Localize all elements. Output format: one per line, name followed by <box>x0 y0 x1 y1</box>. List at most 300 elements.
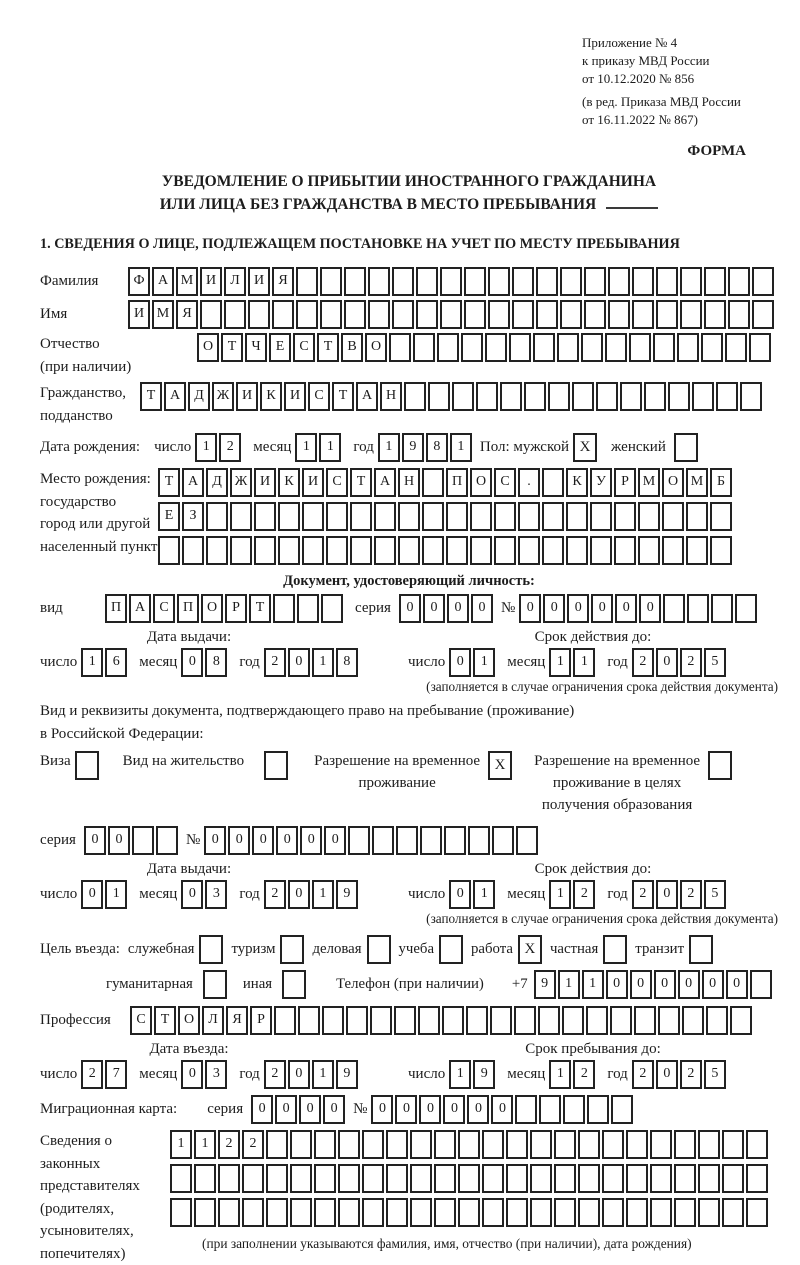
char-cell[interactable] <box>321 594 343 623</box>
char-cell[interactable]: 0 <box>656 648 678 677</box>
char-cell[interactable]: 0 <box>228 826 250 855</box>
char-cell[interactable]: Т <box>154 1006 176 1035</box>
char-cell[interactable] <box>344 267 366 296</box>
char-cell[interactable] <box>194 1198 216 1227</box>
char-cell[interactable] <box>730 1006 752 1035</box>
char-cell[interactable]: 0 <box>591 594 613 623</box>
char-cell[interactable] <box>746 1198 768 1227</box>
char-cell[interactable] <box>170 1164 192 1193</box>
char-cell[interactable] <box>494 502 516 531</box>
char-cell[interactable] <box>509 333 531 362</box>
char-cell[interactable]: 7 <box>105 1060 127 1089</box>
char-cell[interactable] <box>362 1130 384 1159</box>
char-cell[interactable] <box>728 267 750 296</box>
char-cell[interactable] <box>587 1095 609 1124</box>
char-cell[interactable] <box>344 300 366 329</box>
char-cell[interactable]: И <box>254 468 276 497</box>
char-cell[interactable]: О <box>197 333 219 362</box>
char-cell[interactable] <box>468 826 490 855</box>
char-cell[interactable]: Т <box>140 382 162 411</box>
char-cell[interactable] <box>656 300 678 329</box>
char-cell[interactable] <box>548 382 570 411</box>
char-cell[interactable] <box>242 1198 264 1227</box>
char-cell[interactable]: Я <box>176 300 198 329</box>
char-cell[interactable] <box>346 1006 368 1035</box>
char-cell[interactable]: И <box>284 382 306 411</box>
char-cell[interactable] <box>662 502 684 531</box>
char-cell[interactable] <box>302 502 324 531</box>
char-cell[interactable] <box>539 1095 561 1124</box>
char-cell[interactable] <box>518 502 540 531</box>
char-cell[interactable]: 8 <box>426 433 448 462</box>
purpose-study-checkbox[interactable] <box>439 935 463 964</box>
char-cell[interactable] <box>386 1198 408 1227</box>
char-cell[interactable] <box>418 1006 440 1035</box>
char-cell[interactable] <box>350 536 372 565</box>
char-cell[interactable] <box>533 333 555 362</box>
char-cell[interactable]: 0 <box>288 1060 310 1089</box>
char-cell[interactable] <box>398 536 420 565</box>
char-cell[interactable]: 2 <box>264 1060 286 1089</box>
char-cell[interactable] <box>680 300 702 329</box>
char-cell[interactable]: 2 <box>680 880 702 909</box>
char-cell[interactable] <box>530 1164 552 1193</box>
char-cell[interactable]: М <box>638 468 660 497</box>
char-cell[interactable] <box>722 1198 744 1227</box>
char-cell[interactable] <box>572 382 594 411</box>
char-cell[interactable] <box>610 1006 632 1035</box>
char-cell[interactable]: П <box>446 468 468 497</box>
char-cell[interactable]: 0 <box>181 880 203 909</box>
char-cell[interactable] <box>584 300 606 329</box>
char-cell[interactable]: Р <box>614 468 636 497</box>
sex-male-checkbox[interactable]: X <box>573 433 597 462</box>
char-cell[interactable] <box>638 502 660 531</box>
char-cell[interactable]: А <box>374 468 396 497</box>
char-cell[interactable] <box>206 536 228 565</box>
char-cell[interactable] <box>170 1198 192 1227</box>
char-cell[interactable]: 8 <box>205 648 227 677</box>
char-cell[interactable]: С <box>130 1006 152 1035</box>
char-cell[interactable] <box>602 1130 624 1159</box>
char-cell[interactable]: Ч <box>245 333 267 362</box>
char-cell[interactable] <box>750 970 772 999</box>
char-cell[interactable] <box>274 1006 296 1035</box>
char-cell[interactable] <box>428 382 450 411</box>
char-cell[interactable] <box>686 536 708 565</box>
char-cell[interactable] <box>578 1164 600 1193</box>
char-cell[interactable]: 2 <box>632 880 654 909</box>
char-cell[interactable] <box>410 1164 432 1193</box>
char-cell[interactable] <box>608 267 630 296</box>
char-cell[interactable] <box>562 1006 584 1035</box>
char-cell[interactable]: 1 <box>195 433 217 462</box>
char-cell[interactable]: О <box>201 594 223 623</box>
char-cell[interactable] <box>542 468 564 497</box>
char-cell[interactable] <box>638 536 660 565</box>
char-cell[interactable]: 2 <box>219 433 241 462</box>
char-cell[interactable]: 0 <box>449 648 471 677</box>
char-cell[interactable] <box>416 267 438 296</box>
char-cell[interactable] <box>542 536 564 565</box>
char-cell[interactable]: 2 <box>632 648 654 677</box>
char-cell[interactable] <box>458 1198 480 1227</box>
char-cell[interactable]: З <box>182 502 204 531</box>
char-cell[interactable] <box>500 382 522 411</box>
char-cell[interactable]: М <box>152 300 174 329</box>
char-cell[interactable]: 0 <box>639 594 661 623</box>
char-cell[interactable]: Н <box>380 382 402 411</box>
char-cell[interactable] <box>266 1130 288 1159</box>
char-cell[interactable]: 3 <box>205 880 227 909</box>
char-cell[interactable]: 0 <box>300 826 322 855</box>
char-cell[interactable]: С <box>153 594 175 623</box>
char-cell[interactable] <box>368 267 390 296</box>
char-cell[interactable] <box>706 1006 728 1035</box>
char-cell[interactable] <box>488 300 510 329</box>
char-cell[interactable] <box>746 1130 768 1159</box>
char-cell[interactable]: И <box>302 468 324 497</box>
char-cell[interactable]: 0 <box>204 826 226 855</box>
char-cell[interactable]: 0 <box>654 970 676 999</box>
char-cell[interactable]: 2 <box>573 1060 595 1089</box>
char-cell[interactable] <box>662 536 684 565</box>
char-cell[interactable] <box>620 382 642 411</box>
char-cell[interactable] <box>506 1130 528 1159</box>
char-cell[interactable] <box>273 594 295 623</box>
char-cell[interactable]: 1 <box>449 1060 471 1089</box>
char-cell[interactable] <box>725 333 747 362</box>
char-cell[interactable]: 5 <box>704 1060 726 1089</box>
char-cell[interactable]: 2 <box>573 880 595 909</box>
char-cell[interactable]: Б <box>710 468 732 497</box>
char-cell[interactable] <box>524 382 546 411</box>
char-cell[interactable] <box>368 300 390 329</box>
char-cell[interactable]: 0 <box>702 970 724 999</box>
char-cell[interactable] <box>536 300 558 329</box>
char-cell[interactable]: К <box>278 468 300 497</box>
char-cell[interactable] <box>596 382 618 411</box>
char-cell[interactable] <box>440 267 462 296</box>
char-cell[interactable]: Ф <box>128 267 150 296</box>
char-cell[interactable]: 0 <box>299 1095 321 1124</box>
char-cell[interactable] <box>458 1164 480 1193</box>
char-cell[interactable] <box>420 826 442 855</box>
char-cell[interactable]: К <box>566 468 588 497</box>
char-cell[interactable] <box>392 267 414 296</box>
char-cell[interactable]: 0 <box>419 1095 441 1124</box>
char-cell[interactable] <box>506 1198 528 1227</box>
char-cell[interactable] <box>711 594 733 623</box>
char-cell[interactable]: 1 <box>312 880 334 909</box>
char-cell[interactable]: 1 <box>473 880 495 909</box>
char-cell[interactable] <box>590 502 612 531</box>
char-cell[interactable]: 0 <box>543 594 565 623</box>
char-cell[interactable] <box>437 333 459 362</box>
char-cell[interactable]: 0 <box>443 1095 465 1124</box>
char-cell[interactable] <box>218 1164 240 1193</box>
char-cell[interactable] <box>362 1164 384 1193</box>
char-cell[interactable] <box>248 300 270 329</box>
char-cell[interactable] <box>701 333 723 362</box>
char-cell[interactable]: Т <box>221 333 243 362</box>
char-cell[interactable]: . <box>518 468 540 497</box>
char-cell[interactable] <box>632 300 654 329</box>
char-cell[interactable]: И <box>248 267 270 296</box>
char-cell[interactable] <box>650 1164 672 1193</box>
char-cell[interactable]: О <box>470 468 492 497</box>
char-cell[interactable] <box>512 300 534 329</box>
char-cell[interactable] <box>434 1198 456 1227</box>
char-cell[interactable] <box>716 382 738 411</box>
char-cell[interactable]: 0 <box>606 970 628 999</box>
char-cell[interactable]: Ж <box>230 468 252 497</box>
char-cell[interactable] <box>374 536 396 565</box>
char-cell[interactable]: Т <box>350 468 372 497</box>
char-cell[interactable] <box>680 267 702 296</box>
char-cell[interactable] <box>482 1198 504 1227</box>
char-cell[interactable]: 0 <box>108 826 130 855</box>
char-cell[interactable]: С <box>494 468 516 497</box>
char-cell[interactable]: Я <box>272 267 294 296</box>
char-cell[interactable]: О <box>365 333 387 362</box>
char-cell[interactable]: 0 <box>181 1060 203 1089</box>
char-cell[interactable] <box>578 1198 600 1227</box>
char-cell[interactable]: О <box>178 1006 200 1035</box>
char-cell[interactable]: 1 <box>105 880 127 909</box>
char-cell[interactable] <box>156 826 178 855</box>
char-cell[interactable] <box>482 1130 504 1159</box>
char-cell[interactable] <box>230 536 252 565</box>
char-cell[interactable] <box>728 300 750 329</box>
temp-permit-checkbox[interactable]: X <box>488 751 512 780</box>
char-cell[interactable] <box>663 594 685 623</box>
char-cell[interactable]: 9 <box>534 970 556 999</box>
char-cell[interactable]: 2 <box>218 1130 240 1159</box>
char-cell[interactable] <box>581 333 603 362</box>
char-cell[interactable] <box>704 300 726 329</box>
char-cell[interactable]: 0 <box>656 1060 678 1089</box>
char-cell[interactable] <box>674 1164 696 1193</box>
char-cell[interactable] <box>446 536 468 565</box>
char-cell[interactable] <box>542 502 564 531</box>
char-cell[interactable]: 1 <box>312 648 334 677</box>
char-cell[interactable] <box>452 382 474 411</box>
char-cell[interactable]: 5 <box>704 880 726 909</box>
char-cell[interactable] <box>516 826 538 855</box>
char-cell[interactable]: 0 <box>726 970 748 999</box>
char-cell[interactable] <box>687 594 709 623</box>
char-cell[interactable] <box>515 1095 537 1124</box>
char-cell[interactable]: М <box>176 267 198 296</box>
char-cell[interactable]: 1 <box>312 1060 334 1089</box>
char-cell[interactable]: 1 <box>194 1130 216 1159</box>
char-cell[interactable]: 1 <box>549 880 571 909</box>
char-cell[interactable]: И <box>236 382 258 411</box>
char-cell[interactable]: 0 <box>656 880 678 909</box>
char-cell[interactable] <box>557 333 579 362</box>
char-cell[interactable] <box>554 1130 576 1159</box>
char-cell[interactable]: Л <box>224 267 246 296</box>
char-cell[interactable] <box>314 1164 336 1193</box>
char-cell[interactable]: 2 <box>242 1130 264 1159</box>
purpose-humanitarian-checkbox[interactable] <box>203 970 227 999</box>
char-cell[interactable] <box>278 536 300 565</box>
char-cell[interactable]: 0 <box>371 1095 393 1124</box>
char-cell[interactable] <box>482 1164 504 1193</box>
purpose-transit-checkbox[interactable] <box>689 935 713 964</box>
char-cell[interactable]: П <box>177 594 199 623</box>
purpose-business-checkbox[interactable] <box>367 935 391 964</box>
char-cell[interactable]: Л <box>202 1006 224 1035</box>
char-cell[interactable] <box>314 1130 336 1159</box>
char-cell[interactable] <box>470 502 492 531</box>
char-cell[interactable]: 9 <box>402 433 424 462</box>
purpose-other-checkbox[interactable] <box>282 970 306 999</box>
char-cell[interactable]: А <box>129 594 151 623</box>
char-cell[interactable]: 0 <box>324 826 346 855</box>
char-cell[interactable]: 0 <box>288 648 310 677</box>
char-cell[interactable] <box>320 267 342 296</box>
char-cell[interactable] <box>677 333 699 362</box>
char-cell[interactable] <box>514 1006 536 1035</box>
char-cell[interactable] <box>668 382 690 411</box>
char-cell[interactable] <box>466 1006 488 1035</box>
char-cell[interactable]: 0 <box>276 826 298 855</box>
char-cell[interactable]: А <box>164 382 186 411</box>
char-cell[interactable] <box>464 300 486 329</box>
char-cell[interactable] <box>461 333 483 362</box>
char-cell[interactable] <box>338 1130 360 1159</box>
char-cell[interactable] <box>404 382 426 411</box>
char-cell[interactable]: 0 <box>447 594 469 623</box>
char-cell[interactable]: Д <box>206 468 228 497</box>
char-cell[interactable]: 1 <box>549 1060 571 1089</box>
char-cell[interactable] <box>297 594 319 623</box>
char-cell[interactable]: 1 <box>450 433 472 462</box>
char-cell[interactable] <box>698 1198 720 1227</box>
char-cell[interactable]: В <box>341 333 363 362</box>
char-cell[interactable]: 6 <box>105 648 127 677</box>
char-cell[interactable] <box>444 826 466 855</box>
char-cell[interactable] <box>320 300 342 329</box>
char-cell[interactable] <box>722 1130 744 1159</box>
char-cell[interactable]: П <box>105 594 127 623</box>
char-cell[interactable]: 0 <box>471 594 493 623</box>
char-cell[interactable] <box>506 1164 528 1193</box>
purpose-tourism-checkbox[interactable] <box>280 935 304 964</box>
char-cell[interactable]: 0 <box>399 594 421 623</box>
char-cell[interactable] <box>362 1198 384 1227</box>
char-cell[interactable]: 1 <box>549 648 571 677</box>
purpose-official-checkbox[interactable] <box>199 935 223 964</box>
char-cell[interactable]: К <box>260 382 282 411</box>
char-cell[interactable] <box>230 502 252 531</box>
char-cell[interactable] <box>629 333 651 362</box>
char-cell[interactable] <box>372 826 394 855</box>
char-cell[interactable] <box>338 1198 360 1227</box>
char-cell[interactable] <box>584 267 606 296</box>
char-cell[interactable]: Т <box>332 382 354 411</box>
char-cell[interactable] <box>512 267 534 296</box>
char-cell[interactable] <box>422 502 444 531</box>
char-cell[interactable] <box>614 502 636 531</box>
char-cell[interactable]: 1 <box>582 970 604 999</box>
char-cell[interactable]: 1 <box>81 648 103 677</box>
residence-permit-checkbox[interactable] <box>264 751 288 780</box>
char-cell[interactable] <box>218 1198 240 1227</box>
char-cell[interactable] <box>350 502 372 531</box>
char-cell[interactable]: 0 <box>678 970 700 999</box>
char-cell[interactable] <box>242 1164 264 1193</box>
char-cell[interactable] <box>158 536 180 565</box>
char-cell[interactable] <box>392 300 414 329</box>
char-cell[interactable] <box>656 267 678 296</box>
char-cell[interactable] <box>578 1130 600 1159</box>
char-cell[interactable]: Р <box>250 1006 272 1035</box>
char-cell[interactable] <box>644 382 666 411</box>
char-cell[interactable] <box>442 1006 464 1035</box>
char-cell[interactable] <box>296 267 318 296</box>
char-cell[interactable]: Т <box>249 594 271 623</box>
char-cell[interactable] <box>632 267 654 296</box>
char-cell[interactable] <box>266 1198 288 1227</box>
char-cell[interactable] <box>446 502 468 531</box>
char-cell[interactable] <box>602 1198 624 1227</box>
char-cell[interactable] <box>464 267 486 296</box>
char-cell[interactable] <box>626 1164 648 1193</box>
char-cell[interactable] <box>554 1164 576 1193</box>
char-cell[interactable] <box>752 267 774 296</box>
char-cell[interactable] <box>614 536 636 565</box>
char-cell[interactable] <box>560 267 582 296</box>
char-cell[interactable]: 2 <box>680 1060 702 1089</box>
char-cell[interactable]: 3 <box>205 1060 227 1089</box>
char-cell[interactable]: 0 <box>449 880 471 909</box>
char-cell[interactable] <box>492 826 514 855</box>
char-cell[interactable] <box>749 333 771 362</box>
char-cell[interactable]: И <box>128 300 150 329</box>
char-cell[interactable] <box>278 502 300 531</box>
char-cell[interactable] <box>272 300 294 329</box>
char-cell[interactable] <box>590 536 612 565</box>
char-cell[interactable] <box>566 536 588 565</box>
char-cell[interactable] <box>740 382 762 411</box>
char-cell[interactable]: 0 <box>81 880 103 909</box>
char-cell[interactable]: 0 <box>275 1095 297 1124</box>
char-cell[interactable]: Е <box>158 502 180 531</box>
char-cell[interactable]: 0 <box>181 648 203 677</box>
char-cell[interactable]: 0 <box>251 1095 273 1124</box>
char-cell[interactable] <box>398 502 420 531</box>
char-cell[interactable] <box>494 536 516 565</box>
char-cell[interactable]: Т <box>158 468 180 497</box>
char-cell[interactable] <box>554 1198 576 1227</box>
char-cell[interactable] <box>386 1164 408 1193</box>
char-cell[interactable]: 1 <box>170 1130 192 1159</box>
char-cell[interactable] <box>266 1164 288 1193</box>
char-cell[interactable] <box>296 300 318 329</box>
char-cell[interactable]: 0 <box>252 826 274 855</box>
char-cell[interactable] <box>485 333 507 362</box>
char-cell[interactable]: Д <box>188 382 210 411</box>
char-cell[interactable] <box>338 1164 360 1193</box>
char-cell[interactable] <box>314 1198 336 1227</box>
char-cell[interactable]: Р <box>225 594 247 623</box>
char-cell[interactable] <box>698 1130 720 1159</box>
char-cell[interactable]: С <box>326 468 348 497</box>
char-cell[interactable] <box>518 536 540 565</box>
